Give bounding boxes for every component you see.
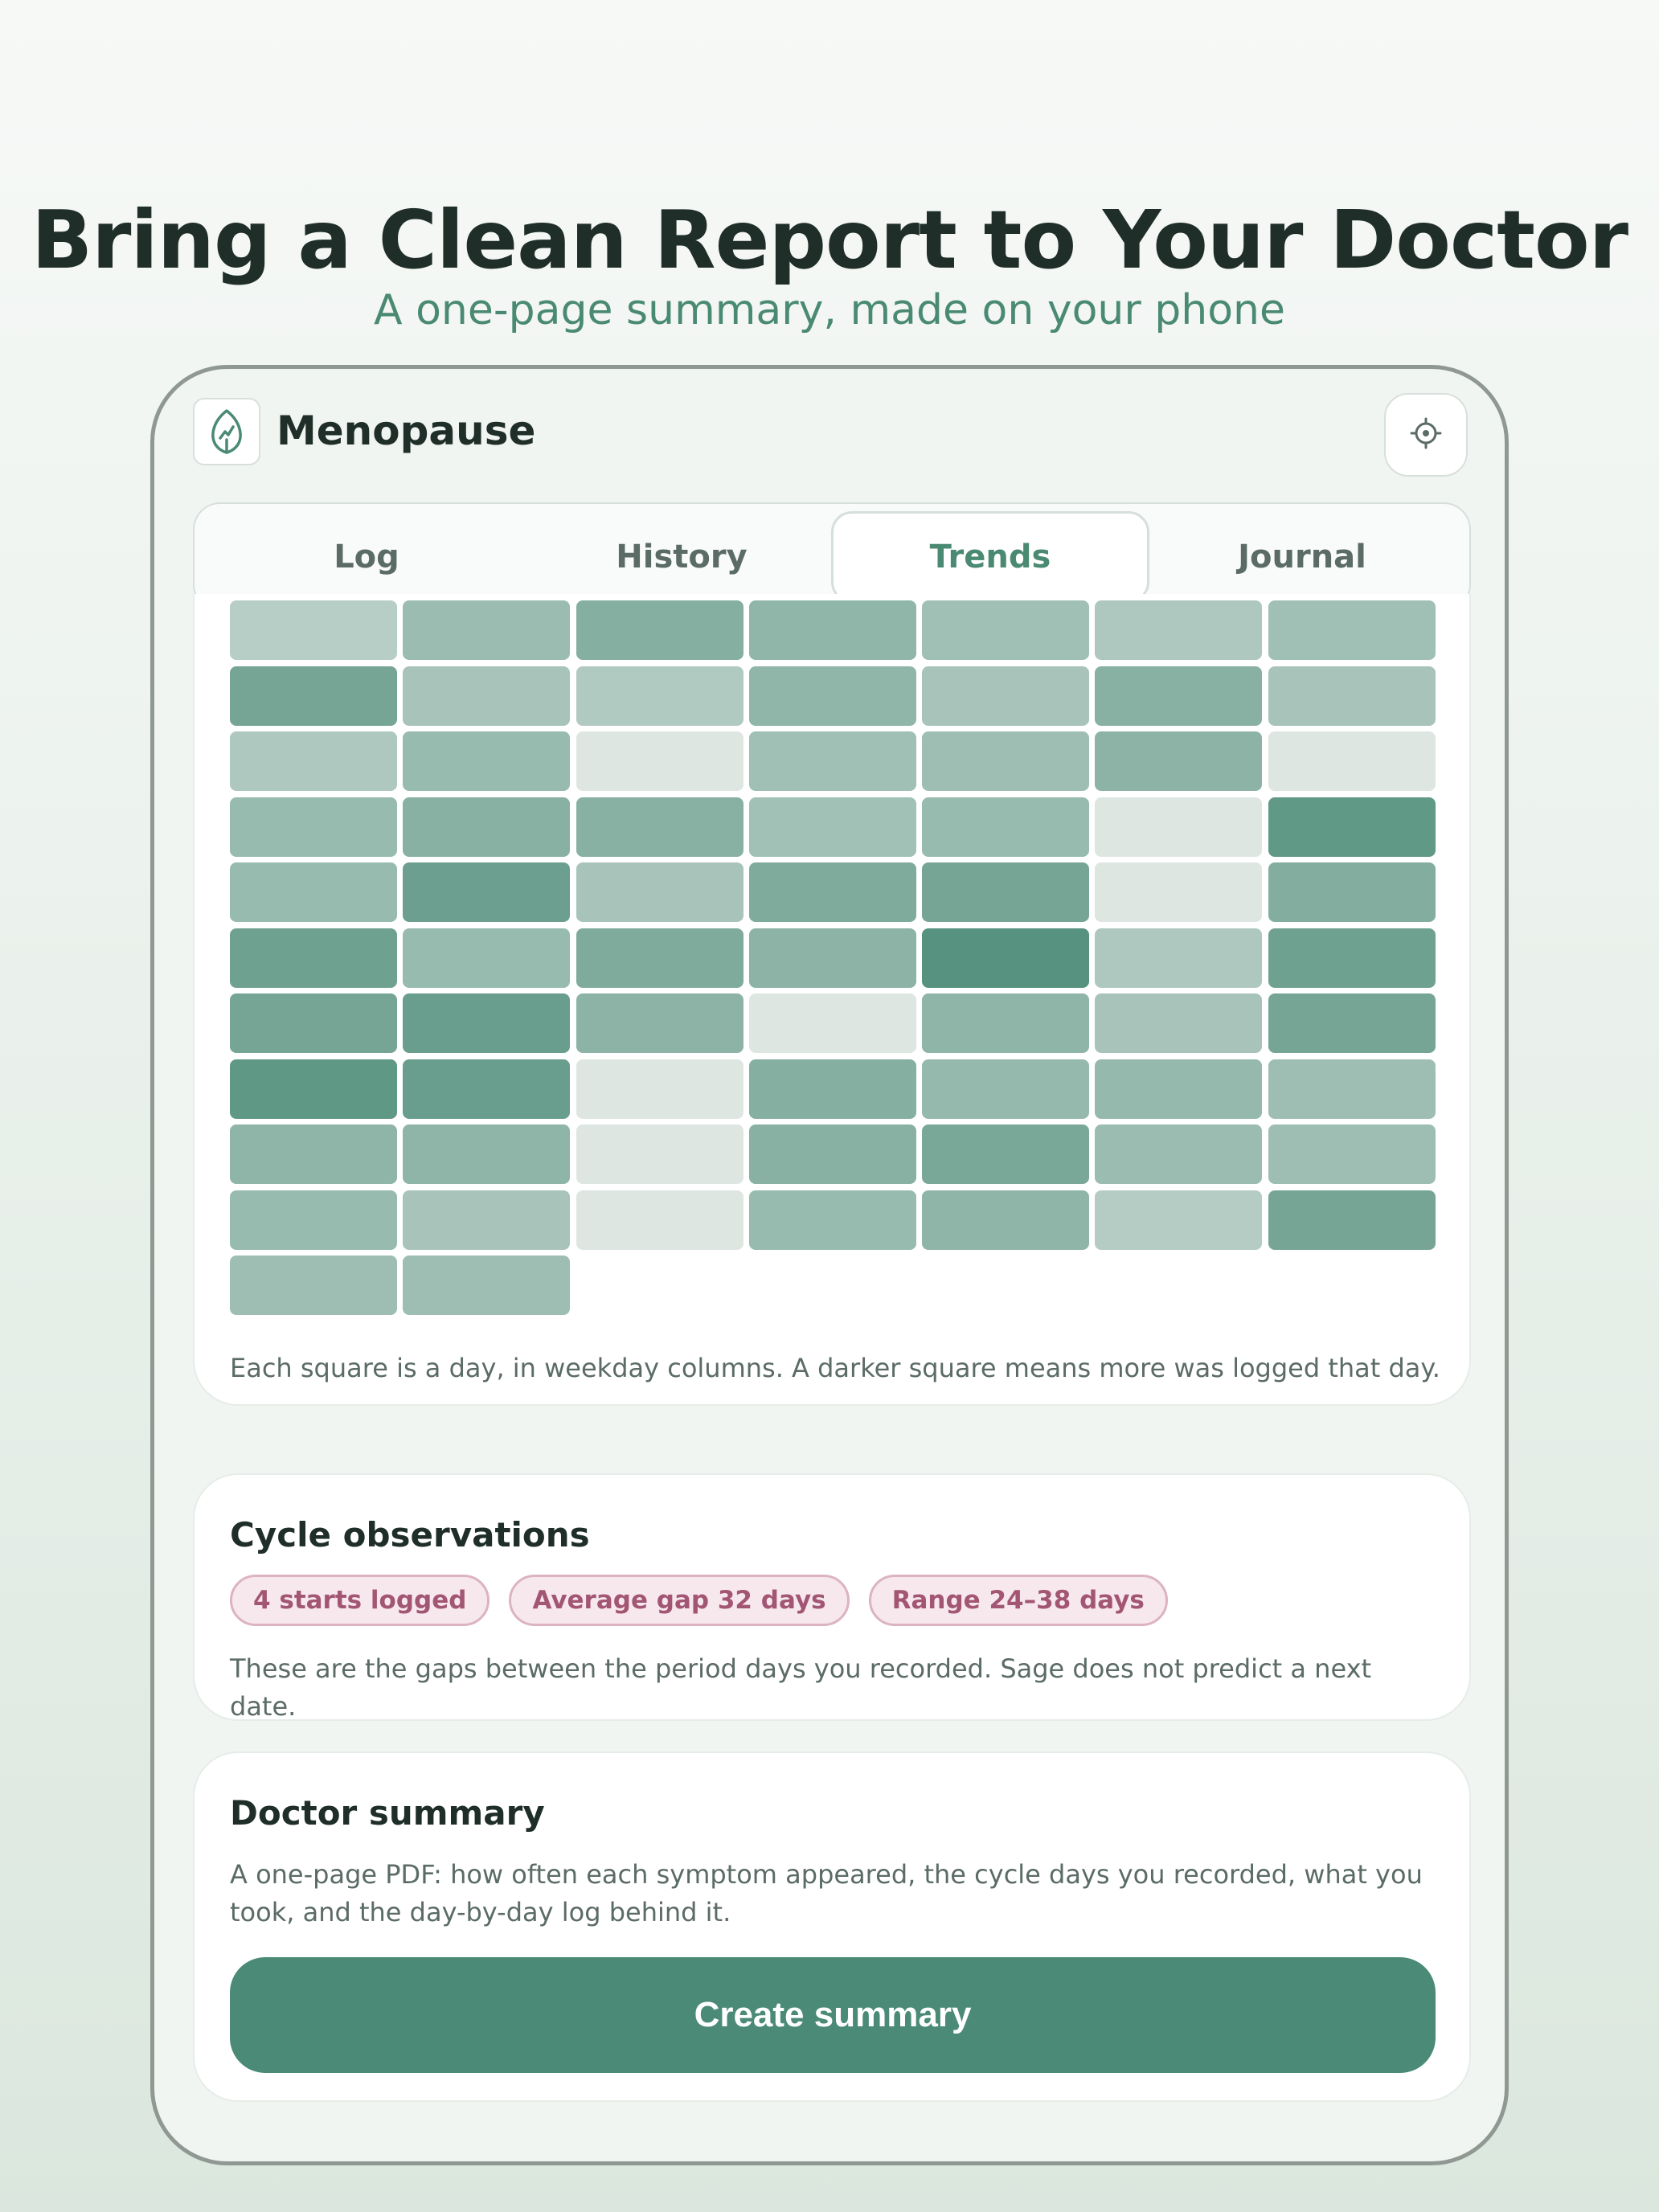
heatmap-day-cell xyxy=(403,731,570,791)
cycle-title: Cycle observations xyxy=(230,1515,590,1555)
heatmap-day-cell xyxy=(576,862,743,922)
heatmap-day-cell xyxy=(1268,1124,1436,1184)
heatmap-day-cell xyxy=(230,600,397,660)
heatmap-day-cell xyxy=(922,862,1089,922)
heatmap-day-cell xyxy=(922,928,1089,988)
chip-starts-logged: 4 starts logged xyxy=(230,1575,490,1626)
heatmap-day-cell xyxy=(1095,600,1262,660)
chip-range: Range 24–38 days xyxy=(869,1575,1168,1626)
heatmap-day-cell xyxy=(230,1256,397,1315)
heatmap-day-cell xyxy=(922,797,1089,857)
heatmap-day-cell xyxy=(1095,1059,1262,1119)
activity-heatmap xyxy=(230,600,1436,1315)
heatmap-day-cell xyxy=(1268,731,1436,791)
heatmap-day-cell xyxy=(230,666,397,726)
heatmap-day-cell xyxy=(230,1190,397,1250)
heatmap-day-cell xyxy=(1268,1059,1436,1119)
heatmap-day-cell xyxy=(403,1059,570,1119)
heatmap-day-cell xyxy=(230,797,397,857)
heatmap-day-cell xyxy=(230,731,397,791)
heatmap-day-cell xyxy=(1095,862,1262,922)
app-header xyxy=(193,396,1466,465)
heatmap-day-cell xyxy=(403,666,570,726)
heatmap-day-cell xyxy=(749,797,916,857)
heatmap-day-cell xyxy=(576,731,743,791)
app-name: Menopause xyxy=(276,408,536,454)
heatmap-day-cell xyxy=(922,993,1089,1053)
heatmap-day-cell xyxy=(1095,1190,1262,1250)
heatmap-day-cell xyxy=(749,731,916,791)
tab-history[interactable]: History xyxy=(616,539,748,576)
cycle-chips xyxy=(230,1575,1168,1626)
cycle-observations-card xyxy=(193,1473,1471,1721)
hero-title: Bring a Clean Report to Your Doctor xyxy=(31,193,1628,287)
settings-button[interactable] xyxy=(1384,393,1468,477)
heatmap-day-cell xyxy=(922,1190,1089,1250)
cycle-note: These are the gaps between the period days you recorded. Sage does not predict a next date. xyxy=(230,1653,1372,1722)
heatmap-day-cell xyxy=(576,993,743,1053)
heatmap-day-cell xyxy=(576,797,743,857)
heatmap-day-cell xyxy=(1268,600,1436,660)
heatmap-day-cell xyxy=(749,1124,916,1184)
doctor-summary-card xyxy=(193,1751,1471,2102)
heatmap-day-cell xyxy=(403,1124,570,1184)
heatmap-day-cell xyxy=(749,600,916,660)
heatmap-day-cell xyxy=(576,666,743,726)
chip-average-gap: Average gap 32 days xyxy=(509,1575,849,1626)
heatmap-day-cell xyxy=(403,993,570,1053)
heatmap-day-cell xyxy=(403,928,570,988)
gear-icon xyxy=(1410,417,1442,453)
heatmap-day-cell xyxy=(1095,666,1262,726)
heatmap-day-cell xyxy=(403,1190,570,1250)
heatmap-day-cell xyxy=(1095,928,1262,988)
heatmap-day-cell xyxy=(403,797,570,857)
tab-trends[interactable]: Trends xyxy=(831,511,1149,603)
heatmap-day-cell xyxy=(1095,1124,1262,1184)
summary-title: Doctor summary xyxy=(230,1793,545,1833)
heatmap-day-cell xyxy=(403,1256,570,1315)
create-summary-button[interactable]: Create summary xyxy=(230,1957,1436,2073)
heatmap-day-cell xyxy=(922,600,1089,660)
heatmap-day-cell xyxy=(922,1124,1089,1184)
activity-heatmap-card xyxy=(193,594,1471,1406)
heatmap-day-cell xyxy=(230,928,397,988)
summary-description: A one-page PDF: how often each symptom appeared, the cycle days you recorded, what you took, and the day-by-day log behind it. xyxy=(230,1859,1423,1927)
leaf-icon xyxy=(193,398,260,465)
heatmap-day-cell xyxy=(403,862,570,922)
heatmap-day-cell xyxy=(1095,993,1262,1053)
heatmap-day-cell xyxy=(1268,797,1436,857)
heatmap-day-cell xyxy=(576,1059,743,1119)
heatmap-day-cell xyxy=(922,731,1089,791)
heatmap-day-cell xyxy=(1095,731,1262,791)
heatmap-day-cell xyxy=(749,993,916,1053)
tab-journal[interactable]: Journal xyxy=(1238,539,1366,576)
heatmap-caption: Each square is a day, in weekday columns. A darker square means more was logged that day. xyxy=(230,1353,1440,1383)
heatmap-day-cell xyxy=(749,1190,916,1250)
heatmap-day-cell xyxy=(1268,1190,1436,1250)
heatmap-day-cell xyxy=(576,1190,743,1250)
heatmap-day-cell xyxy=(749,928,916,988)
heatmap-day-cell xyxy=(922,666,1089,726)
heatmap-day-cell xyxy=(403,600,570,660)
heatmap-day-cell xyxy=(230,993,397,1053)
heatmap-day-cell xyxy=(576,600,743,660)
heatmap-day-cell xyxy=(230,862,397,922)
heatmap-day-cell xyxy=(1268,862,1436,922)
heatmap-day-cell xyxy=(922,1059,1089,1119)
heatmap-day-cell xyxy=(1268,666,1436,726)
heatmap-day-cell xyxy=(576,1124,743,1184)
heatmap-day-cell xyxy=(576,928,743,988)
heatmap-day-cell xyxy=(230,1059,397,1119)
heatmap-day-cell xyxy=(1268,928,1436,988)
heatmap-day-cell xyxy=(749,862,916,922)
heatmap-day-cell xyxy=(749,666,916,726)
heatmap-day-cell xyxy=(749,1059,916,1119)
heatmap-day-cell xyxy=(1268,993,1436,1053)
heatmap-day-cell xyxy=(230,1124,397,1184)
tab-log[interactable]: Log xyxy=(334,539,399,576)
phone-frame xyxy=(150,365,1509,2165)
heatmap-day-cell xyxy=(1095,797,1262,857)
hero-subtitle: A one-page summary, made on your phone xyxy=(374,286,1285,334)
